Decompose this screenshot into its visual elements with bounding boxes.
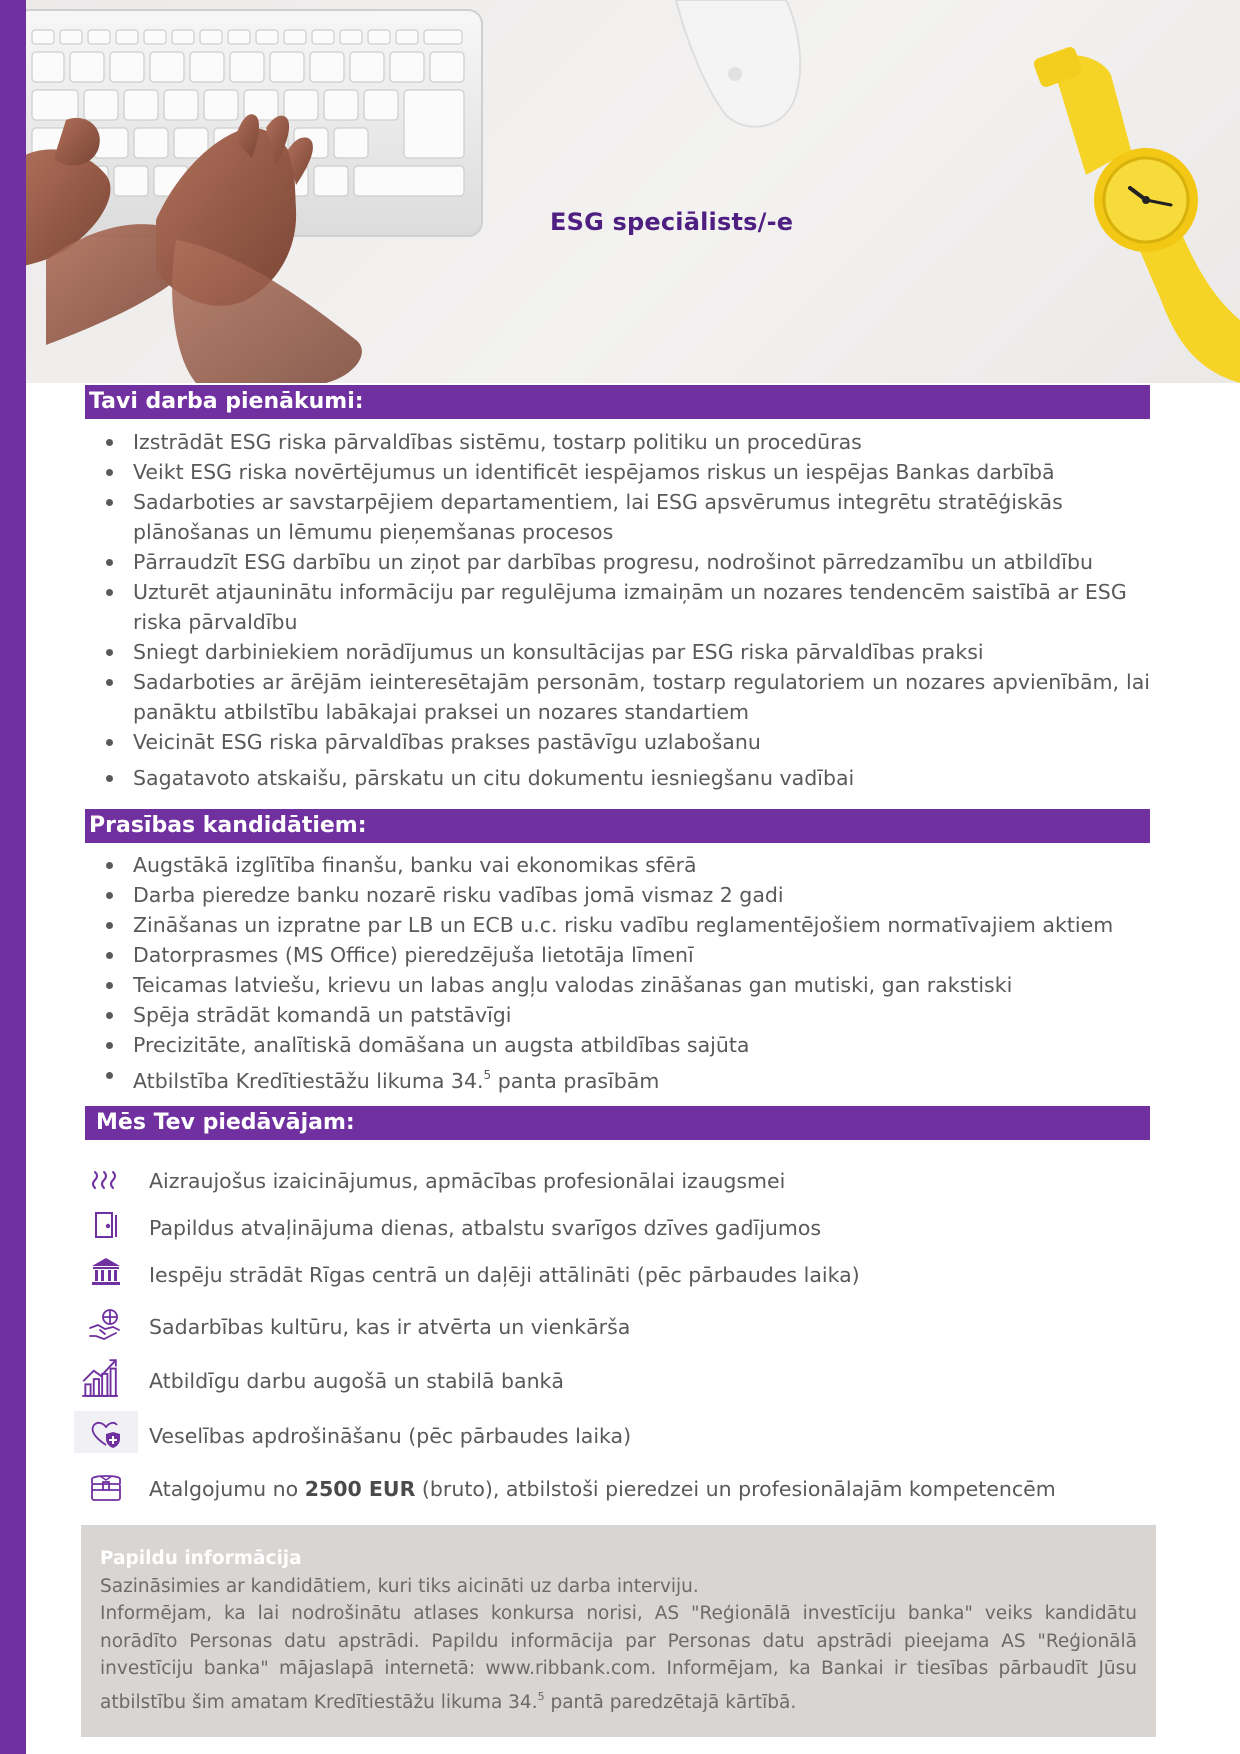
offer-text: Sadarbības kultūru, kas ir atvērta un vienkārša [149, 1315, 631, 1339]
list-item: Augstākā izglītība finanšu, banku vai ekonomikas sfērā [85, 850, 1150, 880]
offer-text: Atbildīgu darbu augošā un stabilā bankā [149, 1369, 564, 1393]
requirements-list [85, 850, 1150, 1096]
offer-item [70, 1254, 1170, 1294]
offer-item [70, 1415, 1170, 1455]
offer-item [70, 1360, 1170, 1400]
list-item: Spēja strādāt komandā un patstāvīgi [85, 1000, 1150, 1030]
info-title: Papildu informācija [100, 1548, 302, 1569]
list-item [85, 1060, 1150, 1096]
requirement-text: panta prasībām [491, 1069, 660, 1093]
offer-item [70, 1160, 1170, 1200]
header-photo [26, 0, 1240, 383]
door-icon [86, 1207, 126, 1247]
offer-item [70, 1468, 1170, 1508]
info-text: Informējam, ka lai nodrošinātu atlases konkursa norisi, AS "Reģionālā investīciju banka" veiks kandidātu norādīto Personas datu apstrādi. Papildu informācija par Personas datu apstrādi pieejama AS "Reģionālā investīciju banka" mājaslapā internetā: www.ribbank.com. Informējam, ka Bankai ir tiesības pārbaudīt Jūsu atbilstību šim amatam Kredītiestāžu likuma 34. [100, 1603, 1137, 1713]
mouse-image [676, 0, 800, 127]
list-item: Precizitāte, analītiskā domāšana un augsta atbildības sajūta [85, 1030, 1150, 1060]
requirements-heading: Prasības kandidātiem: [85, 809, 1150, 843]
superscript: 5 [483, 1068, 492, 1082]
left-accent-bar [0, 0, 26, 1754]
list-item: Sniegt darbiniekiem norādījumus un konsultācijas par ESG riska pārvaldības praksi [85, 637, 1150, 667]
additional-info-box [81, 1525, 1156, 1737]
responsibilities-heading: Tavi darba pienākumi: [85, 385, 1150, 419]
list-item: Sagatavoto atskaišu, pārskatu un citu dokumentu iesniegšanu vadībai [85, 763, 1150, 793]
list-item: Pārraudzīt ESG darbību un ziņot par darbības progresu, nodrošinot pārredzamību un atbildību [85, 547, 1150, 577]
responsibilities-list [85, 427, 1150, 793]
list-item: Zināšanas un izpratne par LB un ECB u.c. risku vadību reglamentējošiem normatīvajiem aktiem [85, 910, 1150, 940]
offer-text: Veselības apdrošināšanu (pēc pārbaudes laika) [149, 1424, 632, 1448]
desk-scene-illustration [26, 0, 1240, 383]
heat-waves-icon [86, 1160, 126, 1200]
info-text: pantā paredzētajā kārtībā. [544, 1691, 797, 1713]
bank-building-icon [86, 1254, 126, 1294]
list-item: Veikt ESG riska novērtējumus un identificēt iespējamos riskus un iespējas Bankas darbībā [85, 457, 1150, 487]
list-item: Teicamas latviešu, krievu un labas angļu valodas zināšanas gan mutiski, gan rakstiski [85, 970, 1150, 1000]
handshake-globe-icon [86, 1306, 126, 1346]
list-item: Sadarboties ar savstarpējiem departamentiem, lai ESG apsvērumus integrētu stratēģiskās plānošanas un lēmumu pieņemšanas procesos [85, 487, 1150, 547]
heart-shield-icon [86, 1415, 126, 1455]
info-paragraph [100, 1600, 1137, 1716]
salary-text [149, 1474, 1056, 1504]
offer-item [70, 1207, 1170, 1247]
list-item: Sadarboties ar ārējām ieinteresētajām personām, tostarp regulatoriem un nozares apvienībām, lai panāktu atbilstību labākajai praksei un nozares standartiem [85, 667, 1150, 727]
treasure-chest-icon [86, 1468, 126, 1508]
list-item: Darba pieredze banku nozarē risku vadības jomā vismaz 2 gadi [85, 880, 1150, 910]
list-item: Veicināt ESG riska pārvaldības prakses pastāvīgu uzlabošanu [85, 727, 1150, 757]
offer-text: Papildus atvaļinājuma dienas, atbalstu svarīgos dzīves gadījumos [149, 1216, 822, 1240]
superscript: 5 [537, 1689, 545, 1703]
wristwatch-image [1032, 45, 1240, 383]
salary-suffix: (bruto), atbilstoši pieredzei un profesionālajām kompetencēm [415, 1477, 1056, 1501]
salary-prefix: Atalgojumu no [149, 1477, 305, 1501]
requirement-text: Atbilstība Kredītiestāžu likuma 34. [133, 1069, 484, 1093]
offers-heading: Mēs Tev piedāvājam: [85, 1106, 1150, 1140]
list-item: Uzturēt atjauninātu informāciju par regulējuma izmaiņām un nozares tendencēm saistībā ar ESG riska pārvaldību [85, 577, 1150, 637]
job-title: ESG speciālists/-e [550, 208, 794, 236]
list-item: Izstrādāt ESG riska pārvaldības sistēmu, tostarp politiku un procedūras [85, 427, 1150, 457]
salary-amount: 2500 EUR [304, 1477, 416, 1501]
offer-item [70, 1306, 1170, 1346]
info-line: Sazināsimies ar kandidātiem, kuri tiks aicināti uz darba interviju. [100, 1575, 699, 1597]
growth-chart-icon [78, 1356, 120, 1398]
offer-text: Aizraujošus izaicinājumus, apmācības profesionālai izaugsmei [149, 1169, 786, 1193]
list-item: Datorprasmes (MS Office) pieredzējuša lietotāja līmenī [85, 940, 1150, 970]
offer-text: Iespēju strādāt Rīgas centrā un daļēji attālināti (pēc pārbaudes laika) [149, 1263, 860, 1287]
